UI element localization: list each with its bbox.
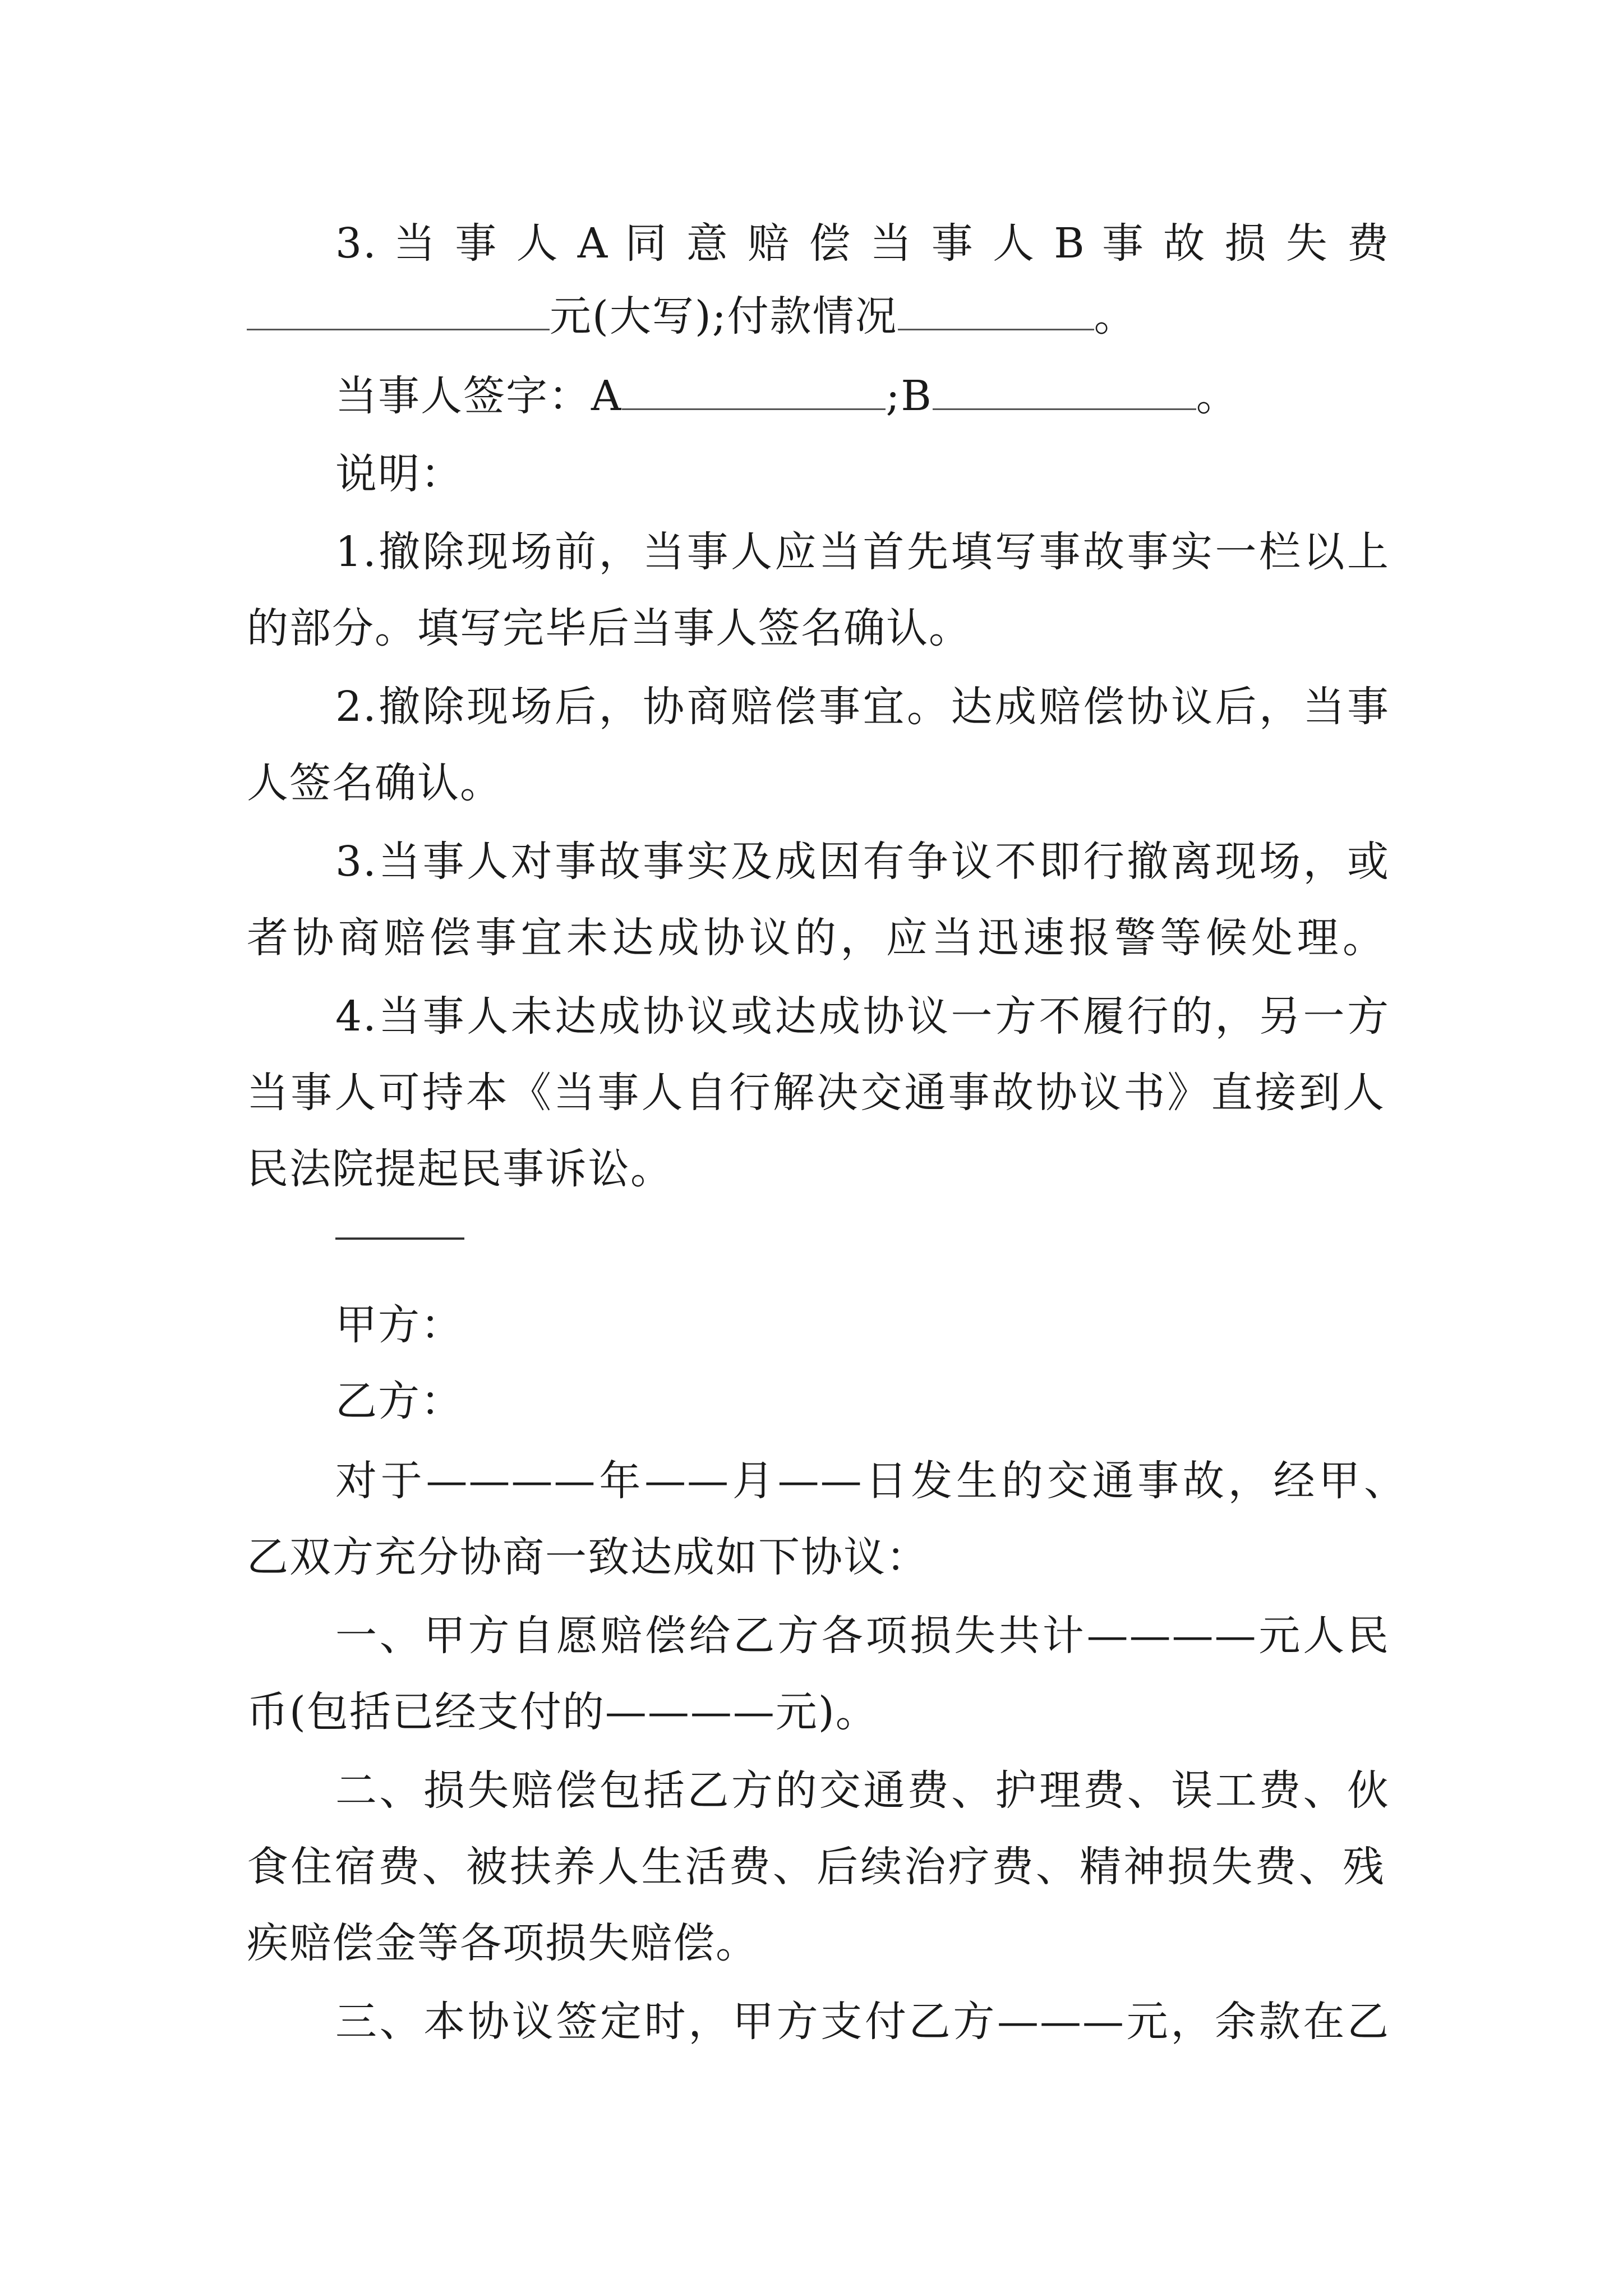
note-2-line2: 人签名确认。 (247, 759, 502, 807)
party-b-label: 乙方： (335, 1377, 463, 1425)
intro-line2: 乙双方充分协商一致达成如下协议： (247, 1533, 929, 1581)
note-2-line1: 2.撤除现场后，协商赔偿事宜。达成赔偿协议后，当事 (335, 683, 1390, 731)
item2-line1: 二、损失赔偿包括乙方的交通费、护理费、误工费、伙 (335, 1766, 1390, 1815)
section-divider (335, 1237, 464, 1240)
note-4-line3: 民法院提起民事诉讼。 (247, 1145, 673, 1193)
notes-heading: 说明： (335, 450, 463, 498)
payment-blank (898, 289, 1094, 330)
item1-line2: 币(包括已经支付的————元)。 (247, 1688, 878, 1736)
signature-a-blank (622, 369, 886, 410)
note-4-line2: 当事人可持本《当事人自行解决交通事故协议书》直接到人 (247, 1069, 1385, 1117)
signature-sep: ;B (886, 372, 933, 420)
clause3-line2 (247, 288, 1385, 344)
signature-line (335, 368, 1390, 424)
clause3-end: 。 (1094, 292, 1137, 341)
note-1-line2: 的部分。填写完毕后当事人签名确认。 (247, 604, 971, 652)
amount-blank (247, 289, 550, 330)
item2-line2: 食住宿费、被扶养人生活费、后续治疗费、精神损失费、残 (247, 1843, 1385, 1891)
signature-label: 当事人签字：A (335, 372, 623, 420)
note-1-line1: 1.撤除现场前，当事人应当首先填写事故事实一栏以上 (335, 528, 1390, 576)
clause3-line1: 3. 当 事 人 A 同 意 赔 偿 当 事 人 B 事 故 损 失 费 (335, 219, 1390, 268)
item1-line1: 一、甲方自愿赔偿给乙方各项损失共计————元人民 (335, 1612, 1390, 1660)
item3-line1: 三、本协议签定时，甲方支付乙方———元，余款在乙 (335, 1998, 1390, 2046)
party-a-label: 甲方： (335, 1301, 463, 1349)
clause3-unit: 元(大写);付款情况 (550, 292, 898, 341)
item2-line3: 疾赔偿金等各项损失赔偿。 (247, 1919, 758, 1967)
note-4-line1: 4.当事人未达成协议或达成协议一方不履行的，另一方 (335, 992, 1390, 1041)
intro-line1: 对于————年——月——日发生的交通事故，经甲、 (335, 1457, 1407, 1505)
signature-b-blank (933, 369, 1196, 410)
signature-end: 。 (1196, 372, 1239, 420)
note-3-line1: 3.当事人对事故事实及成因有争议不即行撤离现场，或 (335, 838, 1390, 886)
note-3-line2: 者协商赔偿事宜未达成协议的，应当迅速报警等候处理。 (247, 914, 1385, 962)
